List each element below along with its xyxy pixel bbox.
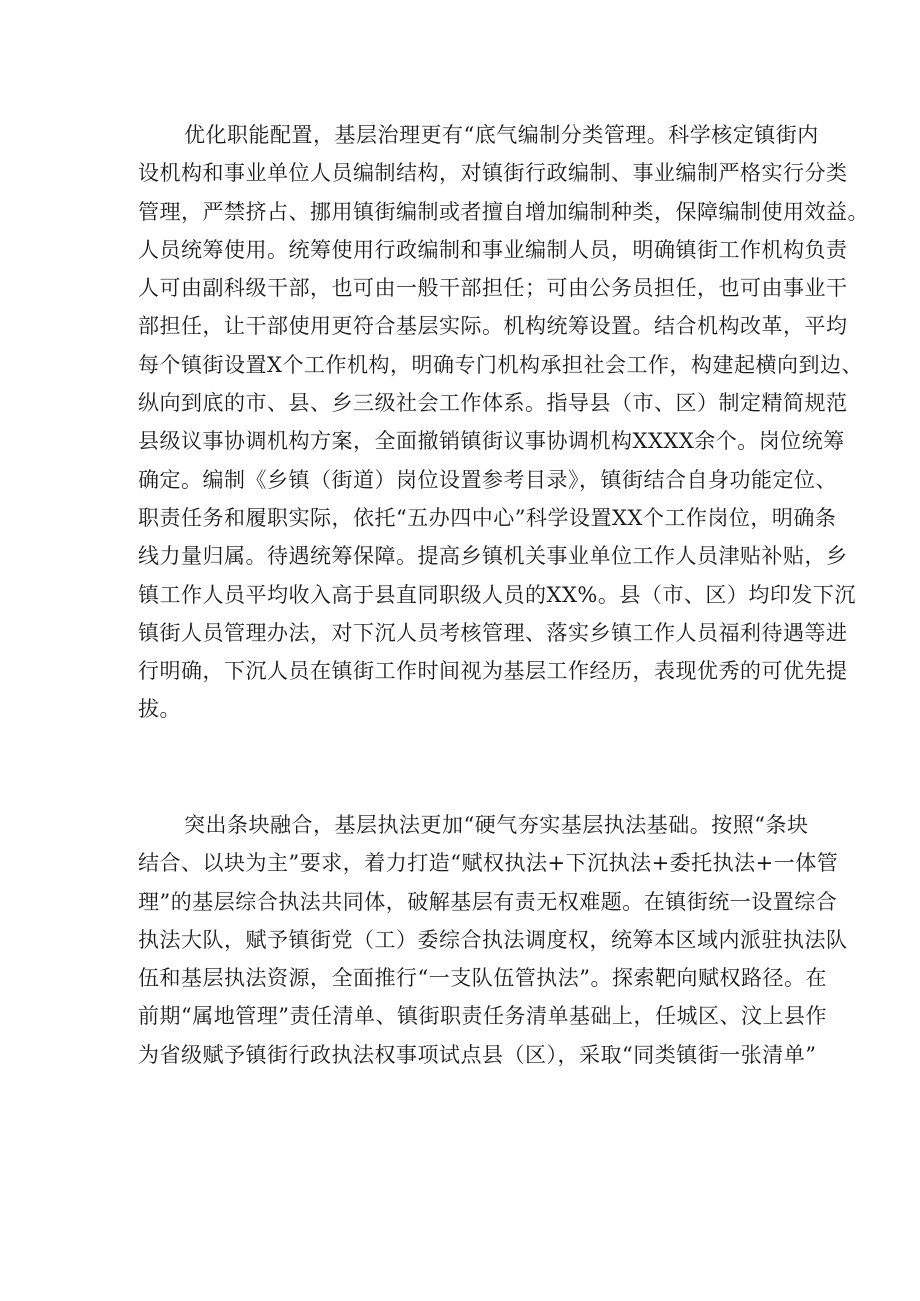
paragraph-line: 县级议事协调机构方案，全面撤销镇街议事协调机构XXXX余个。岗位统筹 [138, 429, 845, 454]
paragraph-line: 镇街人员管理办法，对下沉人员考核管理、落实乡镇工作人员福利待遇等进 [138, 620, 848, 645]
paragraph-line: 结合、以块为主”要求，着力打造“赋权执法+下沉执法+委托执法+一体管 [138, 851, 839, 876]
paragraph-line: 行明确，下沉人员在镇街工作时间视为基层工作经历，表现优秀的可优先提 [138, 659, 848, 684]
paragraph-line: 确定。编制《乡镇（街道）岗位设置参考目录》，镇街结合自身功能定位、 [138, 467, 837, 492]
paragraph-line: 线力量归属。待遇统筹保障。提高乡镇机关事业单位工作人员津贴补贴，乡 [138, 544, 848, 569]
paragraph-line: 人员统筹使用。统筹使用行政编制和事业编制人员，明确镇街工作机构负责 [138, 237, 848, 262]
paragraph-1 [138, 116, 869, 729]
paragraph-line: 镇工作人员平均收入高于县直同职级人员的XX%。县（市、区）均印发下沉 [138, 582, 856, 607]
paragraph-line: 为省级赋予镇街行政执法权事项试点县（区），采取“同类镇街一张清单” [138, 1042, 817, 1067]
paragraph-line: 理”的基层综合执法共同体，破解基层有责无权难题。在镇街统一设置综合 [138, 889, 838, 914]
paragraph-line: 拔。 [138, 697, 181, 722]
paragraph-line: 执法大队，赋予镇街党（工）委综合执法调度权，统筹本区域内派驻执法队 [138, 927, 848, 952]
paragraph-line: 部担任，让干部使用更符合基层实际。机构统筹设置。结合机构改革，平均 [138, 314, 848, 339]
paragraph-line: 突出条块融合，基层执法更加“硬气夯实基层执法基础。按照“条块 [184, 813, 809, 837]
paragraph-line: 人可由副科级干部，也可由一般干部担任；可由公务员担任，也可由事业干 [138, 276, 848, 301]
paragraph-line: 纵向到底的市、县、乡三级社会工作体系。指导县（市、区）制定精简规范 [138, 391, 848, 416]
paragraph-line: 优化职能配置，基层治理更有“底气编制分类管理。科学核定镇街内 [184, 123, 819, 147]
paragraph-line: 管理，严禁挤占、挪用镇街编制或者擅自增加编制种类，保障编制使用效益。 [138, 199, 869, 224]
paragraph-line: 设机构和事业单位人员编制结构，对镇街行政编制、事业编制严格实行分类 [138, 161, 848, 186]
paragraph-line: 职责任务和履职实际，依托“五办四中心”科学设置XX个工作岗位，明确条 [138, 505, 837, 530]
paragraph-2 [138, 806, 848, 1074]
paragraph-line: 伍和基层执法资源，全面推行“一支队伍管执法”。探索靶向赋权路径。在 [138, 966, 827, 991]
paragraph-line: 前期“属地管理”责任清单、镇街职责任务清单基础上，任城区、汶上县作 [138, 1004, 827, 1029]
paragraph-line: 每个镇街设置X个工作机构，明确专门机构承担社会工作，构建起横向到边、 [138, 352, 863, 377]
